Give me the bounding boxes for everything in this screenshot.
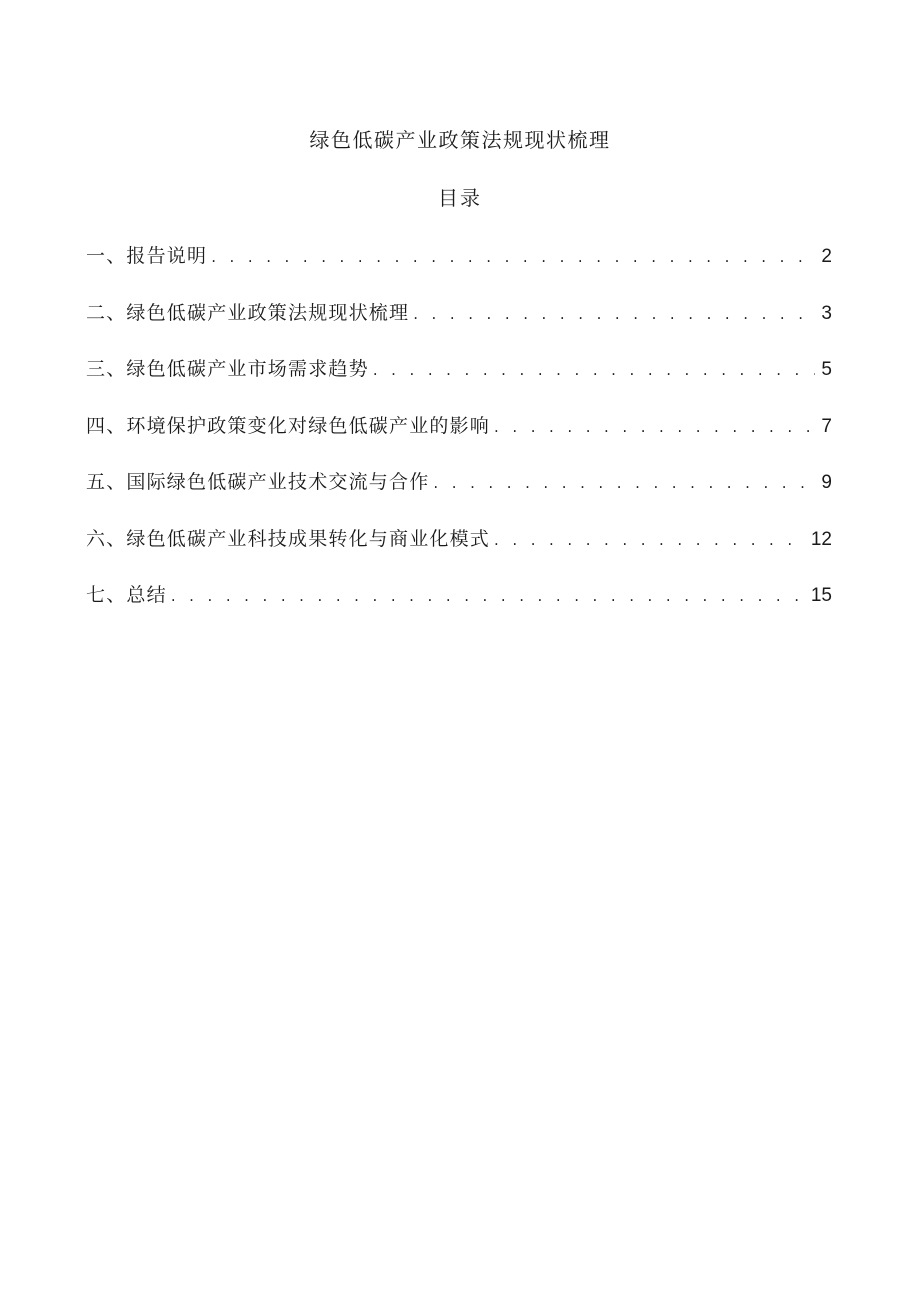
toc-entry-policy-status[interactable]: [86, 297, 832, 354]
toc-page-number: 2: [821, 246, 832, 267]
toc-entry-label: 六、绿色低碳产业科技成果转化与商业化模式: [86, 527, 491, 550]
toc-page-number: 5: [821, 359, 832, 380]
toc-page-number: 7: [821, 415, 832, 437]
toc-entry-label: 四、环境保护政策变化对绿色低碳产业的影响: [86, 414, 491, 437]
toc-entry-label: 三、绿色低碳产业市场需求趋势: [86, 358, 369, 380]
toc-dot-leader: [171, 580, 805, 612]
toc-entry-label: 五、国际绿色低碳产业技术交流与合作: [86, 471, 430, 493]
table-of-contents: [86, 240, 832, 636]
toc-entry-international-cooperation[interactable]: [86, 466, 832, 523]
toc-entry-label: 一、报告说明: [86, 245, 208, 267]
toc-entry-market-demand[interactable]: [86, 353, 832, 410]
toc-entry-environmental-policy[interactable]: [86, 410, 832, 467]
document-title: 绿色低碳产业政策法规现状梳理: [309, 128, 611, 152]
toc-dot-leader: [413, 298, 815, 330]
toc-page-number: 3: [821, 302, 832, 324]
toc-dot-leader: [433, 467, 815, 499]
toc-page-number: 15: [810, 585, 832, 606]
toc-dot-leader: [494, 411, 815, 443]
toc-page-number: 9: [821, 472, 832, 493]
toc-dot-leader: [494, 524, 805, 556]
toc-dot-leader: [211, 241, 815, 273]
toc-entry-commercialization[interactable]: [86, 523, 832, 580]
toc-entry-report-description[interactable]: [86, 240, 832, 297]
toc-entry-label: 二、绿色低碳产业政策法规现状梳理: [86, 301, 410, 324]
toc-dot-leader: [373, 354, 816, 386]
toc-page-number: 12: [810, 528, 832, 550]
toc-heading: 目录: [438, 186, 482, 210]
toc-entry-summary[interactable]: [86, 579, 832, 636]
toc-entry-label: 七、总结: [86, 584, 167, 606]
